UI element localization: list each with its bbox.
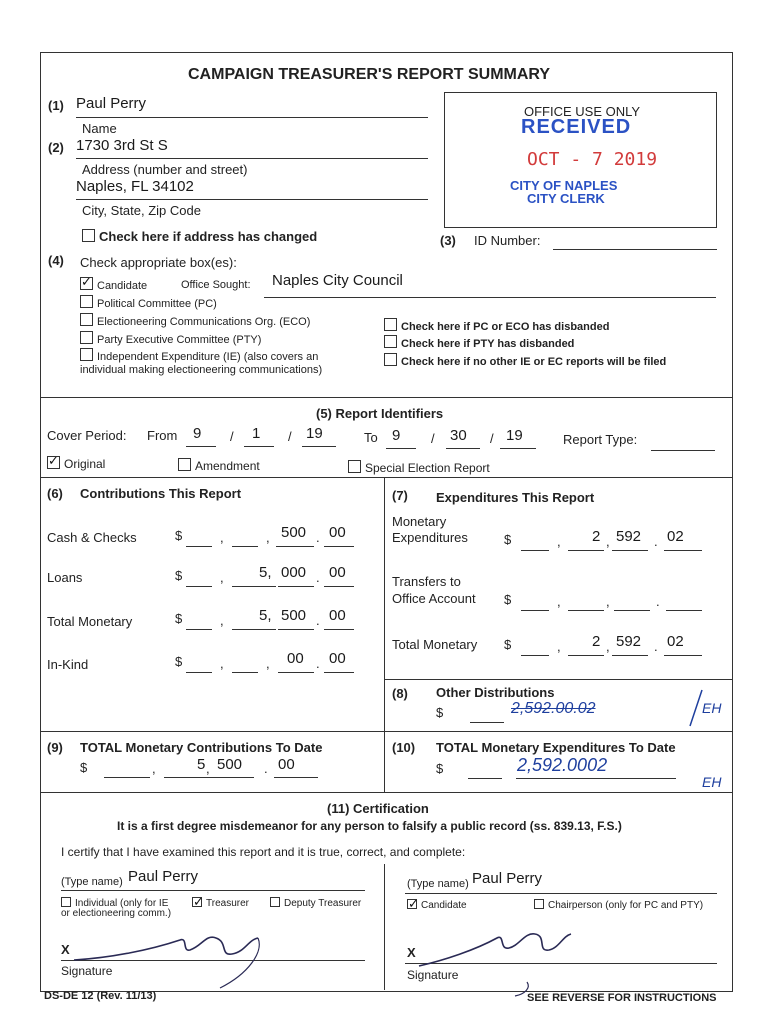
total-hundreds[interactable]: 500 — [281, 607, 307, 624]
checkbox-icon — [384, 318, 397, 331]
expend-total-hundreds[interactable]: 592 — [616, 633, 642, 650]
section9-number: (9) — [47, 740, 63, 755]
stamp-clerk: CITY CLERK — [527, 191, 605, 206]
disband-pty-checkbox[interactable]: Check here if PTY has disbanded — [384, 335, 574, 350]
ie-label-line2: individual making electioneering communications) — [80, 364, 323, 376]
eco-checkbox[interactable]: Electioneering Communications Org. (ECO) — [80, 313, 310, 328]
cash-cents[interactable]: 00 — [329, 524, 346, 541]
section11-top-rule — [40, 792, 732, 793]
total-monetary-label: Total Monetary — [47, 614, 133, 629]
disband-pc-eco-checkbox[interactable]: Check here if PC or ECO has disbanded — [384, 318, 609, 333]
total-contributions-title: TOTAL Monetary Contributions To Date — [80, 740, 323, 755]
report-type-field[interactable] — [651, 450, 715, 451]
address-label: Address (number and street) — [82, 162, 248, 177]
to-label: To — [364, 430, 378, 445]
checkbox-checked-icon — [192, 897, 202, 907]
total-expenditures-value[interactable]: 2,592.0002 — [517, 755, 608, 775]
received-date: OCT - 7 2019 — [527, 149, 658, 170]
special-election-checkbox[interactable]: Special Election Report — [348, 460, 490, 475]
total-cents[interactable]: 00 — [329, 607, 346, 624]
cash-checks-label: Cash & Checks — [47, 530, 137, 545]
from-label: From — [147, 428, 178, 443]
monetary-cents[interactable]: 02 — [667, 528, 684, 545]
cover-period-label: Cover Period: — [47, 428, 127, 443]
to-slash-2: / — [490, 431, 494, 446]
to-day[interactable]: 30 — [450, 427, 467, 444]
name-label: Name — [82, 121, 117, 136]
report-type-label: Report Type: — [563, 432, 638, 447]
expend-total-cents[interactable]: 02 — [667, 633, 684, 650]
in-kind-cents[interactable]: 00 — [329, 650, 346, 667]
right-signature-label: Signature — [407, 968, 459, 982]
individual-label-2: or electioneering comm.) — [61, 908, 172, 919]
total-contrib-hundreds[interactable]: 500 — [217, 756, 243, 773]
checkbox-icon — [80, 313, 93, 326]
city-value[interactable]: Naples, FL 34102 — [76, 178, 194, 195]
form-title: CAMPAIGN TREASURER'S REPORT SUMMARY — [188, 66, 551, 83]
checkbox-icon — [80, 348, 93, 361]
certification-warning: It is a first degree misdemeanor for any person to falsify a public record (ss. 839.13, F.S.) — [117, 819, 622, 833]
section5-top-rule — [40, 397, 732, 398]
total-contrib-cents[interactable]: 00 — [278, 756, 295, 773]
received-stamp: RECEIVED — [521, 116, 632, 138]
to-year[interactable]: 19 — [506, 427, 523, 444]
candidate-cert-checkbox[interactable]: ✓Candidate — [407, 899, 467, 911]
section1-number: (1) — [48, 98, 64, 113]
right-signature-image — [415, 922, 575, 998]
left-type-name-value[interactable]: Paul Perry — [128, 868, 199, 885]
in-kind-label: In-Kind — [47, 657, 89, 672]
section7-number: (7) — [392, 488, 408, 503]
city-label: City, State, Zip Code — [82, 203, 201, 218]
monetary-thousands[interactable]: 2 — [592, 528, 601, 545]
expenditures-title: Expenditures This Report — [436, 490, 595, 505]
contributions-title: Contributions This Report — [80, 486, 242, 501]
candidate-checkbox[interactable]: ✓Candidate — [80, 277, 147, 292]
total-contrib-thousands[interactable]: 5 — [197, 756, 206, 773]
checkbox-icon — [384, 353, 397, 366]
certification-title: (11) Certification — [327, 801, 429, 816]
from-day-line — [244, 446, 274, 447]
from-year-line — [302, 446, 336, 447]
original-checkbox[interactable]: ✓Original — [47, 456, 105, 471]
left-x-mark: X — [61, 942, 70, 957]
address-value[interactable]: 1730 3rd St S — [76, 137, 168, 154]
office-use-label: OFFICE USE ONLY — [524, 104, 641, 119]
cash-dollar: $ — [175, 528, 183, 543]
checkbox-checked-icon — [407, 899, 417, 909]
to-year-line — [500, 448, 536, 449]
left-name-line — [61, 890, 365, 891]
checkbox-icon — [348, 460, 361, 473]
left-signature-image — [70, 918, 270, 990]
other-distributions-struck[interactable]: 2,592.00.02 — [511, 700, 596, 717]
monetary-label-1: Monetary — [392, 514, 447, 529]
section8-number: (8) — [392, 686, 408, 701]
left-type-name-label: (Type name) — [61, 876, 123, 888]
to-month-line — [386, 448, 416, 449]
from-slash-1: / — [230, 429, 234, 444]
no-other-ie-checkbox[interactable]: Check here if no other IE or EC reports will be filed — [384, 353, 666, 368]
right-name-line — [405, 893, 717, 894]
right-x-mark: X — [407, 945, 416, 960]
from-year[interactable]: 19 — [306, 425, 323, 442]
checkbox-icon — [61, 897, 71, 907]
checkbox-icon — [384, 335, 397, 348]
office-sought-line — [264, 297, 716, 298]
office-sought-label: Office Sought: — [181, 279, 251, 291]
individual-checkbox[interactable]: Individual (only for IE — [61, 897, 168, 909]
address-line — [76, 158, 428, 159]
cash-hundreds[interactable]: 500 — [281, 524, 307, 541]
pc-checkbox[interactable]: Political Committee (PC) — [80, 295, 217, 310]
certify-statement: I certify that I have examined this report and it is true, correct, and complete: — [61, 845, 466, 859]
expend-total-thousands[interactable]: 2 — [592, 633, 601, 650]
checkbox-icon — [534, 899, 544, 909]
loans-thousands[interactable]: 5, — [259, 564, 272, 581]
right-type-name-label: (Type name) — [407, 878, 469, 890]
transfers-label-1: Transfers to — [392, 574, 461, 589]
checkbox-checked-icon — [47, 456, 60, 469]
chairperson-checkbox[interactable]: Chairperson (only for PC and PTY) — [534, 899, 703, 911]
name-line — [76, 117, 428, 118]
loans-label: Loans — [47, 570, 83, 585]
address-changed-checkbox[interactable]: Check here if address has changed — [82, 229, 317, 244]
section2-number: (2) — [48, 140, 64, 155]
center-divider — [384, 478, 385, 792]
in-kind-hundreds[interactable]: 00 — [287, 650, 304, 667]
to-day-line — [446, 448, 480, 449]
checkbox-icon — [80, 295, 93, 308]
office-sought-value[interactable]: Naples City Council — [272, 272, 403, 289]
loans-cents[interactable]: 00 — [329, 564, 346, 581]
pty-checkbox[interactable]: Party Executive Committee (PTY) — [80, 331, 261, 346]
checkbox-icon — [270, 897, 280, 907]
from-day[interactable]: 1 — [252, 425, 261, 442]
id-number-label: ID Number: — [474, 233, 541, 248]
cert-divider — [384, 864, 385, 990]
transfers-label-2: Office Account — [392, 591, 476, 606]
form-id: DS-DE 12 (Rev. 11/13) — [44, 990, 157, 1002]
total-expenditures-initials: EH — [702, 774, 722, 790]
name-value[interactable]: Paul Perry — [76, 95, 147, 112]
treasurer-checkbox[interactable]: ✓Treasurer — [192, 897, 249, 909]
amendment-checkbox[interactable]: Amendment — [178, 458, 260, 473]
check-boxes-label: Check appropriate box(es): — [80, 255, 237, 270]
report-identifiers-title: (5) Report Identifiers — [316, 406, 444, 421]
initials-slash — [686, 688, 706, 728]
section6-top-rule — [40, 477, 732, 478]
section9-top-rule — [40, 731, 732, 732]
to-month[interactable]: 9 — [392, 427, 401, 444]
section10-number: (10) — [392, 740, 416, 755]
to-slash-1: / — [431, 431, 435, 446]
section8-top-rule — [384, 679, 732, 680]
from-month-line — [186, 446, 216, 447]
from-month[interactable]: 9 — [193, 425, 202, 442]
total-thousands[interactable]: 5, — [259, 607, 272, 624]
right-type-name-value[interactable]: Paul Perry — [472, 870, 543, 887]
checkbox-checked-icon — [80, 277, 93, 290]
city-line — [76, 199, 428, 200]
section4-number: (4) — [48, 253, 64, 268]
checkbox-icon — [80, 331, 93, 344]
monetary-label-2: Expenditures — [392, 530, 468, 545]
reverse-instructions: SEE REVERSE FOR INSTRUCTIONS — [527, 992, 717, 1004]
section3-number: (3) — [440, 233, 456, 248]
deputy-treasurer-checkbox[interactable]: Deputy Treasurer — [270, 897, 361, 909]
total-expenditures-title: TOTAL Monetary Expenditures To Date — [436, 740, 676, 755]
section6-number: (6) — [47, 486, 63, 501]
loans-hundreds[interactable]: 000 — [281, 564, 307, 581]
other-distributions-title: Other Distributions — [436, 685, 555, 700]
other-distributions-initials: EH — [702, 700, 722, 716]
id-number-field[interactable] — [553, 249, 717, 250]
stamp-city: CITY OF NAPLES — [510, 178, 618, 193]
checkbox-icon — [82, 229, 95, 242]
checkbox-icon — [178, 458, 191, 471]
from-slash-2: / — [288, 429, 292, 444]
ie-checkbox[interactable]: Independent Expenditure (IE) (also covers an — [80, 348, 318, 363]
monetary-hundreds[interactable]: 592 — [616, 528, 642, 545]
expend-total-label: Total Monetary — [392, 637, 478, 652]
left-signature-label: Signature — [61, 964, 113, 978]
